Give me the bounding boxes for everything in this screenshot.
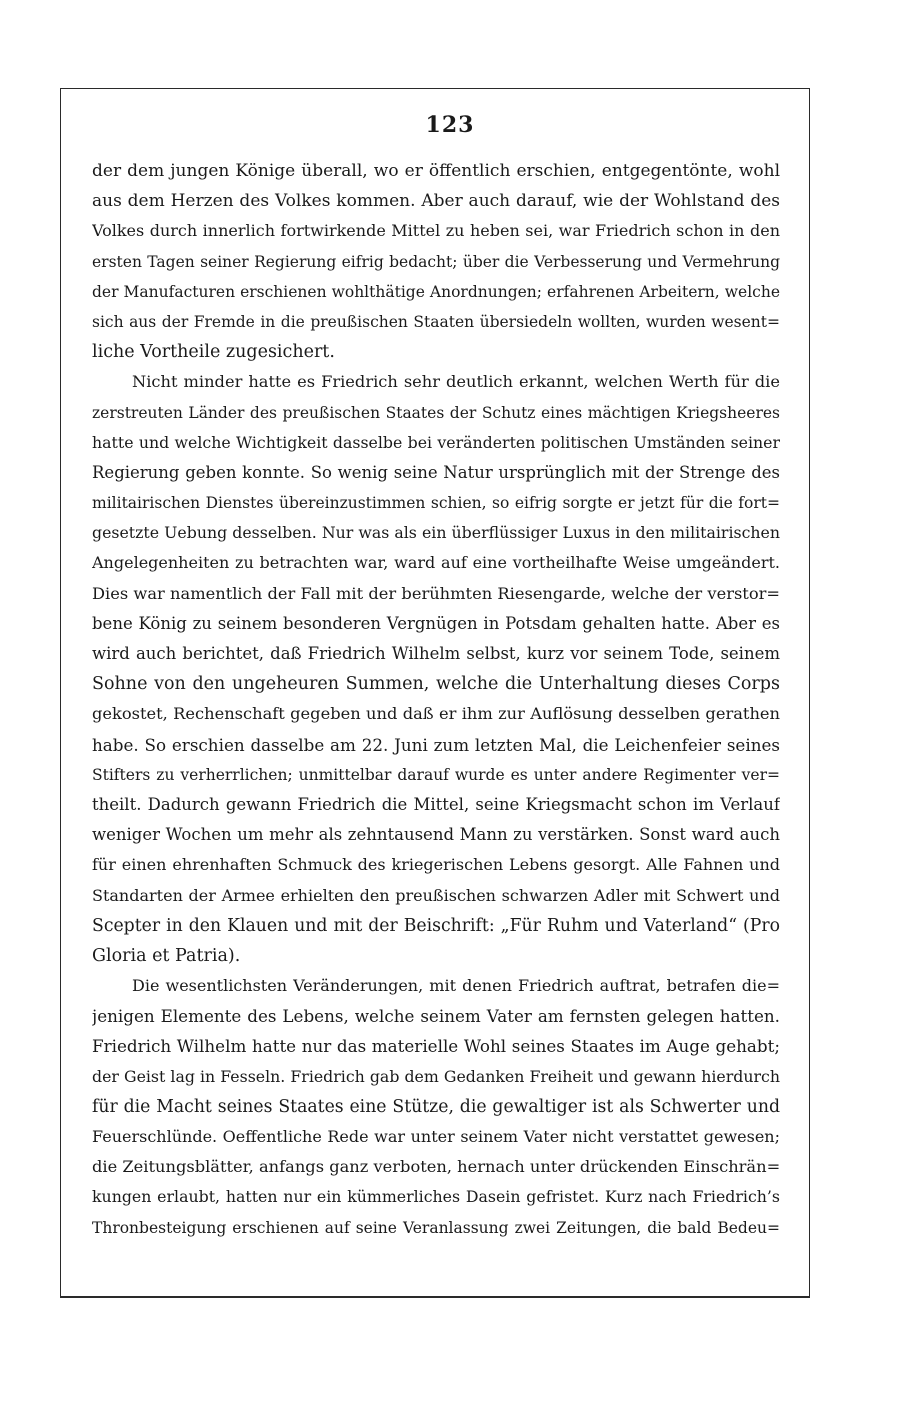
text-line: wird auch berichtet, daß Friedrich Wilhelm selbst, kurz vor seinem Tode, seinem bbox=[92, 644, 780, 663]
text-line: Volkes durch innerlich fortwirkende Mittel zu heben sei, war Friedrich schon in den bbox=[92, 221, 780, 241]
text-line: aus dem Herzen des Volkes kommen. Aber auch darauf, wie der Wohlstand des bbox=[92, 191, 780, 212]
text-line: für die Macht seines Staates eine Stütze, die gewaltiger ist als Schwerter und bbox=[92, 1096, 780, 1117]
text-line: Thronbesteigung erschienen auf seine Veranlassung zwei Zeitungen, die bald Bedeu= bbox=[92, 1218, 780, 1237]
text-line: Dies war namentlich der Fall mit der berühmten Riesengarde, welche der verstor= bbox=[92, 583, 780, 603]
text-line: der Manufacturen erschienen wohlthätige Anordnungen; erfahrenen Arbeitern, welche bbox=[92, 282, 780, 301]
text-line: jenigen Elemente des Lebens, welche seinem Vater am fernsten gelegen hatten. bbox=[92, 1006, 780, 1027]
text-line: für einen ehrenhaften Schmuck des kriegerischen Lebens gesorgt. Alle Fahnen und bbox=[92, 855, 780, 875]
text-line: weniger Wochen um mehr als zehntausend Mann zu verstärken. Sonst ward auch bbox=[92, 825, 780, 845]
text-line: gesetzte Uebung desselben. Nur was als ein überflüssiger Luxus in den militairischen bbox=[92, 523, 780, 543]
text-line: Standarten der Armee erhielten den preußischen schwarzen Adler mit Schwert und bbox=[92, 885, 780, 905]
page-number: 123 bbox=[425, 112, 475, 138]
text-line: gekostet, Rechenschaft gegeben und daß er ihm zur Auflösung desselben gerathen bbox=[92, 704, 780, 724]
text-line: Regierung geben konnte. So wenig seine Natur ursprünglich mit der Strenge des bbox=[92, 462, 780, 482]
text-line: ersten Tagen seiner Regierung eifrig bedacht; über die Verbesserung und Vermehrung bbox=[92, 252, 780, 271]
text-line: liche Vortheile zugesichert. bbox=[92, 342, 335, 363]
text-line: Stifters zu verherrlichen; unmittelbar darauf wurde es unter andere Regimenter ver= bbox=[92, 765, 780, 784]
text-line: der dem jungen Könige überall, wo er öffentlich erschien, entgegentönte, wohl bbox=[92, 161, 780, 181]
body-text bbox=[92, 156, 780, 1243]
text-line: der Geist lag in Fesseln. Friedrich gab dem Gedanken Freiheit und gewann hierdurch bbox=[92, 1066, 780, 1086]
text-line: Friedrich Wilhelm hatte nur das materielle Wohl seines Staates im Auge gehabt; bbox=[92, 1036, 780, 1057]
text-line: Nicht minder hatte es Friedrich sehr deutlich erkannt, welchen Werth für die bbox=[132, 372, 780, 392]
text-line: zerstreuten Länder des preußischen Staates der Schutz eines mächtigen Kriegsheeres bbox=[92, 403, 780, 422]
text-line: militairischen Dienstes übereinzustimmen schien, so eifrig sorgte er jetzt für die fort= bbox=[92, 494, 780, 513]
text-line: bene König zu seinem besonderen Vergnügen in Potsdam gehalten hatte. Aber es bbox=[92, 613, 780, 633]
text-line: habe. So erschien dasselbe am 22. Juni zum letzten Mal, die Leichenfeier seines bbox=[92, 734, 780, 755]
text-line: theilt. Dadurch gewann Friedrich die Mittel, seine Kriegsmacht schon im Verlauf bbox=[92, 794, 780, 814]
text-line: Sohne von den ungeheuren Summen, welche die Unterhaltung dieses Corps bbox=[92, 674, 780, 695]
text-line: die Zeitungsblätter, anfangs ganz verboten, hernach unter drückenden Einschrän= bbox=[92, 1157, 780, 1177]
text-line: kungen erlaubt, hatten nur ein kümmerliches Dasein gefristet. Kurz nach Friedrich’s bbox=[92, 1187, 780, 1207]
text-line: sich aus der Fremde in die preußischen Staaten übersiedeln wollten, wurden wesent= bbox=[92, 312, 780, 331]
text-line: Die wesentlichsten Veränderungen, mit denen Friedrich auftrat, betrafen die= bbox=[132, 976, 780, 996]
text-line: Gloria et Patria). bbox=[92, 945, 241, 966]
text-line: hatte und welche Wichtigkeit dasselbe bei veränderten politischen Umständen seiner bbox=[92, 432, 780, 452]
text-line: Angelegenheiten zu betrachten war, ward auf eine vortheilhafte Weise umgeändert. bbox=[92, 553, 780, 573]
text-line: Scepter in den Klauen und mit der Beischrift: „Für Ruhm und Vaterland“ (Pro bbox=[92, 915, 780, 936]
text-line: Feuerschlünde. Oeffentliche Rede war unter seinem Vater nicht verstattet gewesen; bbox=[92, 1127, 780, 1146]
